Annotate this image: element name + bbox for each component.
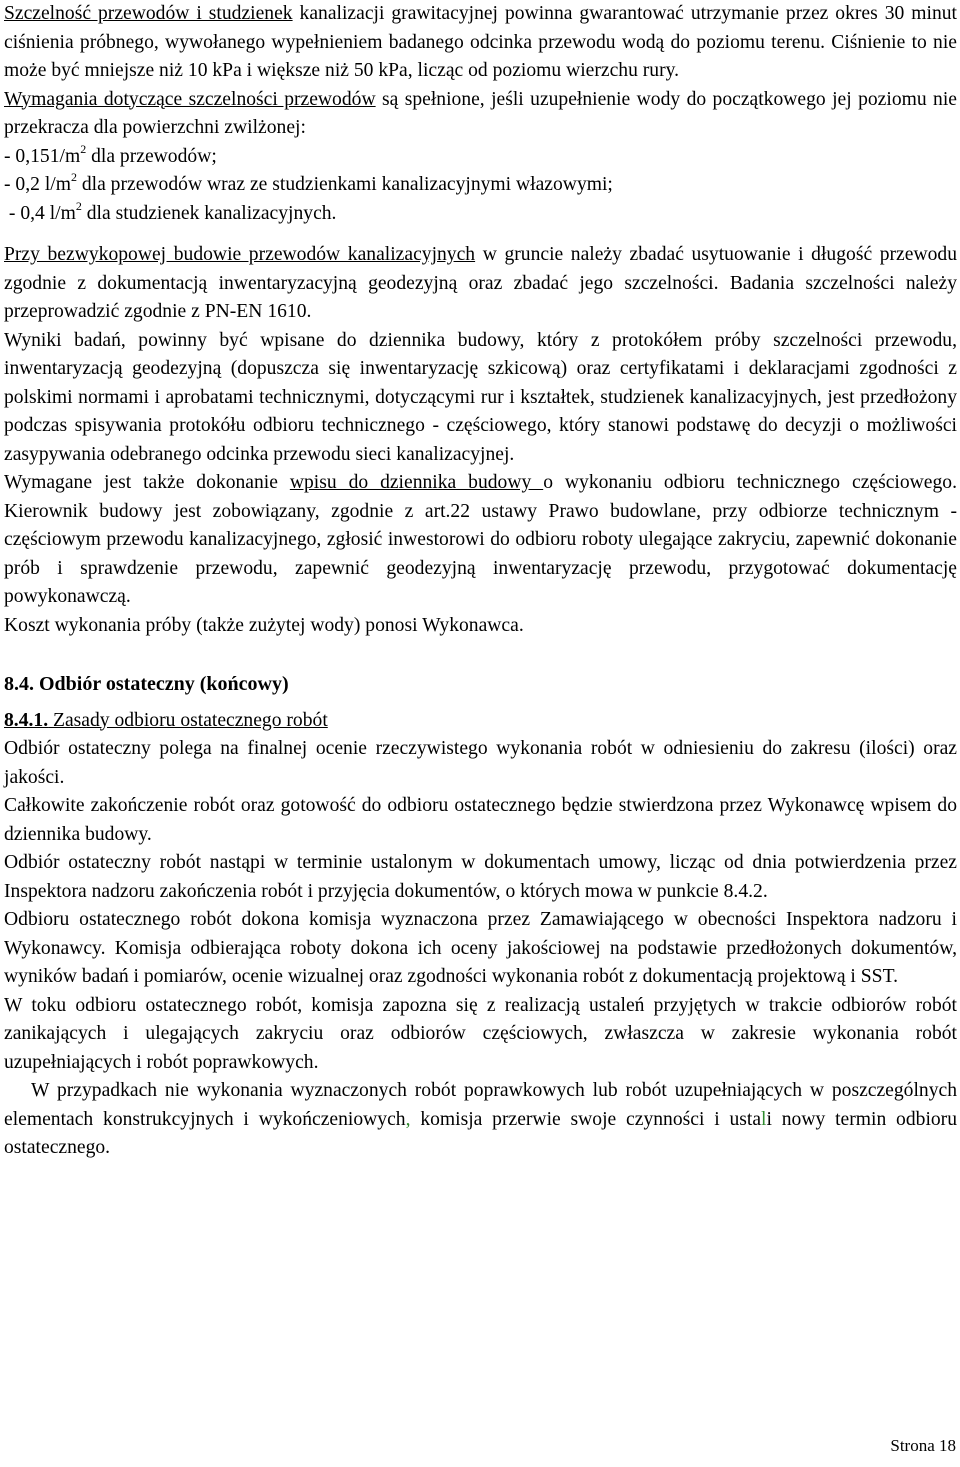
page-number: Strona 18 bbox=[890, 1436, 956, 1455]
paragraph-leak-tightness bbox=[4, 0, 957, 86]
section-heading: 8.4. Odbiór ostateczny (końcowy) bbox=[4, 673, 289, 695]
paragraph-indented: W przypadkach nie wykonania wyznaczonych robót poprawkowych lub robót uzupełniających w poszczególnych elementach konstrukcyjnych i wykończeniowych, komisja przerwie swoje czynności i ustali nowy termin odbioru ostatecznego. bbox=[4, 1080, 958, 1158]
underlined-phrase: Wymagania dotyczące szczelności przewodów bbox=[4, 88, 376, 110]
paragraph: Odbioru ostatecznego robót dokona komisja wyznaczona przez Zamawiającego w obecności Inspektora nadzoru i Wykonawcy. Komisja odbierająca roboty dokona ich oceny jakościowej na podstawie przedłożonych dokumentów, wyników badań i pomiarów, ocenie wizualnej oraz zgodności wykonania robót z dokumentacją projektową i SST. bbox=[4, 909, 957, 987]
paragraph-cost: Koszt wykonania próby (także zużytej wody) ponosi Wykonawca. bbox=[4, 614, 524, 636]
paragraph-text: w gruncie należy zbadać usytuowanie i długość przewodu zgodnie z dokumentacją inwentaryzacyjną geodezyjną oraz zbadać jego szczelności. Badania szczelności należy przeprowadzić zgodnie z PN-EN 1610. bbox=[4, 244, 957, 322]
paragraph-text: kanalizacji grawitacyjnej powinna gwarantować utrzymanie przez okres 30 minut ciśnienia próbnego, wywołanego wypełnieniem badanego odcinka przewodu wodą do poziomu terenu. Ciśnienie to nie może być mniejsze niż 10 kPa i większe niż 50 kPa, licząc od poziomu wierzchu rury. bbox=[4, 3, 957, 81]
paragraph: Odbiór ostateczny polega na finalnej ocenie rzeczywistego wykonania robót w odniesieniu do zakresu (ilości) oraz jakości. bbox=[4, 738, 957, 788]
list-item: - 0,4 $l/m^2$ dla studzienek kanalizacyjnych. bbox=[4, 198, 337, 224]
document-page bbox=[4, 0, 957, 1163]
paragraph-results: Wyniki badań, powinny być wpisane do dziennika budowy, który z protokółem próby szczelności przewodu, inwentaryzacją geodezyjną (dopuszcza się inwentaryzację szkicową) oraz certyfikatami i deklaracjami zgodności z polskimi normami i aprobatami technicznymi, dotyczącymi rur i kształtek, studzienek kanalizacyjnych, jest przedłożony podczas spisywania protokółu odbioru technicznego - częściowego, który stanowi podstawę do decyzji o możliwości zasypywania odebranego odcinka przewodu sieci kanalizacyjnej. bbox=[4, 329, 957, 465]
list-item: - 0,2 $l/m^2$ dla przewodów wraz ze studzienkami kanalizacyjnymi włazowymi; bbox=[4, 170, 613, 195]
spacer bbox=[4, 228, 957, 241]
list-item: - $0,151/m^2$ dla przewodów; bbox=[4, 141, 217, 167]
subsection-heading: 8.4.1. Zasady odbioru ostatecznego robót bbox=[4, 709, 328, 731]
underlined-phrase: Szczelność przewodów i studzienek bbox=[4, 3, 293, 24]
paragraph-text: są spełnione, jeśli uzupełnienie wody do początkowego jej poziomu nie przekracza dla powierzchni zwilżonej: bbox=[4, 88, 957, 138]
paragraph: Odbiór ostateczny robót nastąpi w terminie ustalonym w dokumentach umowy, licząc od dnia potwierdzenia przez Inspektora nadzoru zakończenia robót i przyjęcia dokumentów, o których mowa w punkcie 8.4.2. bbox=[4, 852, 957, 902]
spacer bbox=[4, 640, 957, 670]
paragraph-diary-entry: Wymagane jest także dokonanie wpisu do dziennika budowy o wykonaniu odbioru technicznego częściowego. Kierownik budowy jest zobowiązany, zgodnie z art.22 ustawy Prawo budowlane, przy odbiorze technicznym - częściowym przewodu kanalizacyjnego, zgłosić inwestorowi do odbioru roboty ulegające zakryciu, zapewnić dokonanie prób i sprawdzenie przewodu, zapewnić geodezyjną inwentaryzację przewodu, przygotować dokumentację powykonawczą. bbox=[4, 472, 957, 607]
paragraph: Całkowite zakończenie robót oraz gotowość do odbioru ostatecznego będzie stwierdzona przez Wykonawcę wpisem do dziennika budowy. bbox=[4, 795, 957, 845]
paragraph-trenchless bbox=[4, 241, 957, 327]
paragraph-text: o wykonaniu odbioru technicznego częściowego. Kierownik budowy jest zobowiązany, zgodnie z art.22 ustawy Prawo budowlane, przy odbiorze technicznym - częściowym przewodu kanalizacyjnego, zgłosić inwestorowi do odbioru roboty ulegające zakryciu, zapewnić dokonanie prób i sprawdzenie przewodu, zapewnić geodezyjną inwentaryzację przewodu, przygotować dokumentację powykonawczą. bbox=[4, 472, 957, 607]
underlined-phrase: Przy bezwykopowej budowie przewodów kanalizacyjnych bbox=[4, 244, 476, 265]
underlined-phrase: wpisu do dziennika budowy bbox=[289, 472, 544, 493]
paragraph: W toku odbioru ostatecznego robót, komisja zapozna się z realizacją ustaleń przyjętych w trakcie odbiorów robót zanikających i ulegających zakryciu oraz odbiorów częściowych, zwłaszcza w zakresie wykonania robót uzupełniających i robót poprawkowych. bbox=[4, 994, 957, 1073]
paragraph-requirements bbox=[4, 86, 957, 143]
